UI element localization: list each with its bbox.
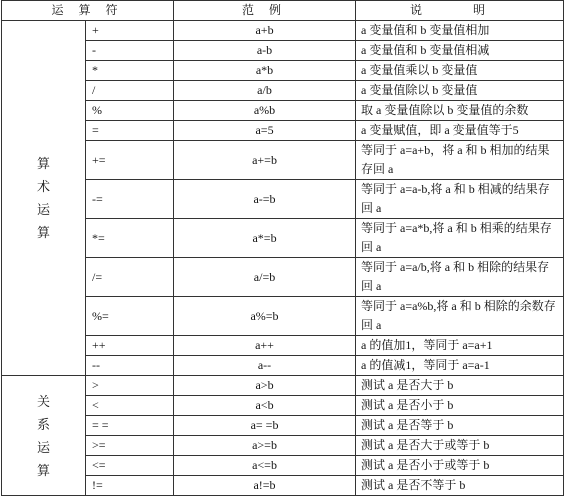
example-cell: a=5: [174, 121, 356, 141]
description-cell: 等同于 a=a*b,将 a 和 b 相乘的结果存回 a: [356, 219, 564, 258]
description-cell: 测试 a 是否小于 b: [356, 396, 564, 416]
description-cell: 测试 a 是否大于 b: [356, 376, 564, 396]
operator-cell: = =: [86, 416, 174, 436]
example-cell: a+b: [174, 21, 356, 41]
example-cell: a%=b: [174, 297, 356, 336]
description-cell: a 变量值乘以 b 变量值: [356, 61, 564, 81]
table-row: [2, 41, 564, 61]
operator-cell: <=: [86, 456, 174, 476]
table-row: [2, 396, 564, 416]
operator-cell: *=: [86, 219, 174, 258]
example-cell: a++: [174, 336, 356, 356]
description-cell: 测试 a 是否不等于 b: [356, 476, 564, 496]
description-cell: a 变量值和 b 变量值相加: [356, 21, 564, 41]
description-cell: 等同于 a=a/b,将 a 和 b 相除的结果存回 a: [356, 258, 564, 297]
example-cell: a+=b: [174, 141, 356, 180]
table-row: [2, 356, 564, 376]
table-row: [2, 416, 564, 436]
operator-cell: >=: [86, 436, 174, 456]
example-cell: a-b: [174, 41, 356, 61]
description-cell: a 变量值除以 b 变量值: [356, 81, 564, 101]
example-cell: a<b: [174, 396, 356, 416]
table-row: [2, 180, 564, 219]
example-cell: a*=b: [174, 219, 356, 258]
description-cell: 等同于 a=a%b,将 a 和 b 相除的余数存回 a: [356, 297, 564, 336]
operator-cell: /=: [86, 258, 174, 297]
header-row: [2, 1, 564, 21]
table-row: [2, 141, 564, 180]
description-cell: a 变量值和 b 变量值相减: [356, 41, 564, 61]
operator-cell: =: [86, 121, 174, 141]
operator-cell: %: [86, 101, 174, 121]
table-row: [2, 436, 564, 456]
example-cell: a/=b: [174, 258, 356, 297]
category-arithmetic: 算 术 运 算: [2, 21, 86, 376]
table-row: [2, 101, 564, 121]
example-cell: a>=b: [174, 436, 356, 456]
header-operator: 运 算 符: [2, 1, 174, 21]
operator-cell: %=: [86, 297, 174, 336]
header-description: 说 明: [356, 1, 564, 21]
operator-cell: /: [86, 81, 174, 101]
description-cell: a 变量赋值，即 a 变量值等于5: [356, 121, 564, 141]
operator-cell: >: [86, 376, 174, 396]
example-cell: a*b: [174, 61, 356, 81]
table-row: [2, 376, 564, 396]
operator-cell: <: [86, 396, 174, 416]
example-cell: a%b: [174, 101, 356, 121]
category-relational: 关 系 运 算: [2, 376, 86, 496]
operator-cell: ++: [86, 336, 174, 356]
example-cell: a!=b: [174, 476, 356, 496]
table-row: [2, 476, 564, 496]
table-row: [2, 219, 564, 258]
description-cell: 测试 a 是否大于或等于 b: [356, 436, 564, 456]
operator-cell: +=: [86, 141, 174, 180]
operator-cell: *: [86, 61, 174, 81]
example-cell: a<=b: [174, 456, 356, 476]
table-row: [2, 81, 564, 101]
table-row: [2, 456, 564, 476]
table-row: [2, 61, 564, 81]
operator-table: [1, 0, 564, 496]
example-cell: a>b: [174, 376, 356, 396]
operator-cell: -: [86, 41, 174, 61]
example-cell: a-=b: [174, 180, 356, 219]
example-cell: a--: [174, 356, 356, 376]
description-cell: a 的值加1，等同于 a=a+1: [356, 336, 564, 356]
description-cell: 测试 a 是否小于或等于 b: [356, 456, 564, 476]
table-row: [2, 21, 564, 41]
operator-cell: --: [86, 356, 174, 376]
description-cell: 等同于 a=a+b，将 a 和 b 相加的结果存回 a: [356, 141, 564, 180]
table-row: [2, 336, 564, 356]
table-row: [2, 258, 564, 297]
description-cell: 取 a 变量值除以 b 变量值的余数: [356, 101, 564, 121]
description-cell: 等同于 a=a-b,将 a 和 b 相减的结果存回 a: [356, 180, 564, 219]
operator-cell: +: [86, 21, 174, 41]
header-example: 范 例: [174, 1, 356, 21]
example-cell: a/b: [174, 81, 356, 101]
description-cell: 测试 a 是否等于 b: [356, 416, 564, 436]
operator-cell: -=: [86, 180, 174, 219]
operator-cell: !=: [86, 476, 174, 496]
table-row: [2, 121, 564, 141]
example-cell: a= =b: [174, 416, 356, 436]
table-row: [2, 297, 564, 336]
description-cell: a 的值减1，等同于 a=a-1: [356, 356, 564, 376]
